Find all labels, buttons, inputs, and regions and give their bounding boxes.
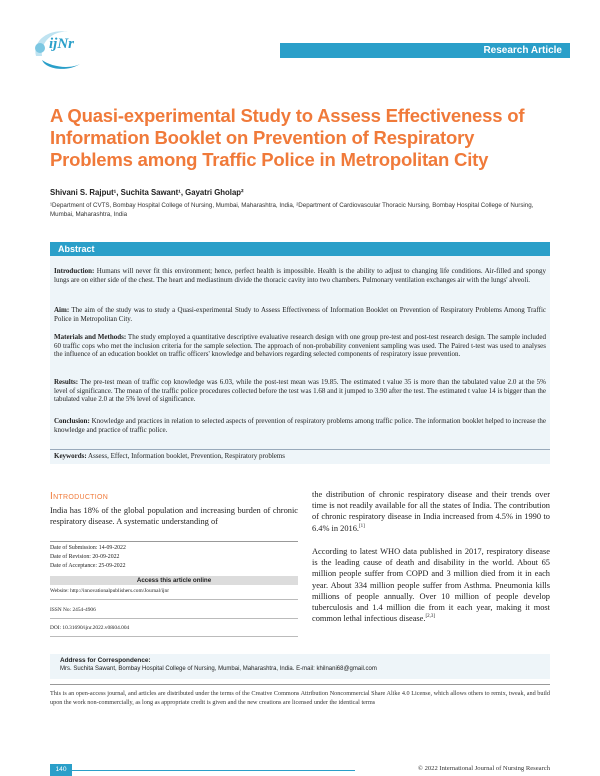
section-label: Conclusion: xyxy=(54,417,90,425)
abstract-results xyxy=(54,378,546,404)
logo-text: ijNr xyxy=(49,36,75,52)
article-title: A Quasi-experimental Study to Assess Effectiveness of Information Booklet on Prevention of Respiratory Problems among Traffic Police in Metropolitan City xyxy=(50,105,525,170)
footer-rule xyxy=(72,770,355,771)
introduction-text-left: India has 18% of the global population and increasing burden of chronic respiratory disease. A systematic understanding of xyxy=(50,506,298,527)
article-dates xyxy=(50,544,298,570)
article-type-banner xyxy=(280,43,570,58)
section-label: Results: xyxy=(54,378,79,386)
section-text: The pre-test mean of traffic cop knowledge was 6.03, while the post-test mean was 19.85. The estimated t value 35 is more than the tabulated value 2.0 at the 5% level of significance. The mean of the traffic police procedures collected before the test was 1.68 and it jumped to 3.90 after the test. The estimated t value 14 is bigger than the tabulated value 2.0 at the 5% level of significance. xyxy=(54,378,546,404)
section-text: The aim of the study was to study a Quasi-experimental Study to Assess Effectiveness of Information Booklet on Prevention of Respiratory Problems Among Traffic Police in Metropolitan City. xyxy=(54,306,546,323)
affiliations: ¹Department of CVTS, Bombay Hospital College of Nursing, Mumbai, Maharashtra, India, ²Department of Cardiovascular Thoracic Nursing, Bombay Hospital College of Nursing, Mumbai, Maharashtra, India xyxy=(50,202,534,218)
access-online-heading: Access this article online xyxy=(50,576,298,585)
abstract-heading: Abstract xyxy=(58,244,95,254)
citation-ref: [2,3] xyxy=(425,614,436,620)
section-label: Introduction: xyxy=(54,267,95,275)
keywords-label: Keywords: xyxy=(54,452,87,460)
paragraph-text: the distribution of chronic respiratory disease and their trends over time is not readily available for all the states of India. The contribution of chronic respiratory disease in India increased from 4.5% in 1990 to 6.4% in 2016. xyxy=(312,490,550,533)
article-type-label: Research Article xyxy=(483,45,562,56)
license-notice: This is an open-access journal, and articles are distributed under the terms of the Creative Commons Attribution Noncommercial Share Alike 4.0 License, which allows others to remix, tweak, and build upon the work non-commercially, as long as appropriate credit is given and the new creations are licensed under the identical terms xyxy=(50,690,550,707)
copyright: © 2022 International Journal of Nursing Research xyxy=(417,765,550,772)
introduction-text-right-p2 xyxy=(312,546,550,624)
section-text: Humans will never fit this environment; hence, perfect health is impossible. Health is the ability to adjust to changing life conditions. Air-filled and spongy lungs are on either side of the chest. The heart and mediastinum divide the thoracic cavity into two chambers. Pulmonary ventilation exchanges air with the lungs' alveoli. xyxy=(54,267,546,284)
keywords-divider xyxy=(50,449,550,450)
access-divider xyxy=(50,599,298,600)
abstract-introduction xyxy=(54,267,546,284)
author-list: Shivani S. Rajput¹, Suchita Sawant¹, Gayatri Gholap² xyxy=(50,188,244,197)
page-number: 140 xyxy=(50,764,72,776)
paragraph-text: According to latest WHO data published in 2017, respiratory disease is the leading cause of death and disability in the world. About 65 million people suffer from COPD and 3 million died from it in each year. About 334 million people suffer from Asthma. Pneumonia kills millions of people annually. Over 10 million of people develop tuberculosis and 1.4 million die from it each year, making it most common lethal infectious disease. xyxy=(312,547,550,624)
section-label: Materials and Methods: xyxy=(54,333,127,341)
introduction-heading: Introduction xyxy=(50,491,109,502)
dates-divider xyxy=(50,541,298,542)
keywords xyxy=(54,452,546,461)
citation-ref: [1] xyxy=(359,523,365,529)
access-doi[interactable]: DOI: 10.31690/ijnr.2022.v08i04.004 xyxy=(50,625,130,631)
correspondence-text: Mrs. Suchita Sawant, Bombay Hospital College of Nursing, Mumbai, Maharashtra, India. E-mail: khilnani68@gmail.com xyxy=(60,666,377,672)
section-label: Aim: xyxy=(54,306,70,314)
abstract-header xyxy=(50,242,550,256)
introduction-text-right-p1 xyxy=(312,489,550,534)
abstract-methods xyxy=(54,333,546,359)
date-submission: Date of Submission: 14-09-2022 xyxy=(50,545,126,551)
date-acceptance: Date of Acceptance: 25-09-2022 xyxy=(50,562,126,569)
abstract-conclusion xyxy=(54,417,546,434)
correspondence-heading: Address for Correspondence: xyxy=(60,657,151,664)
section-text: The study employed a quantitative descriptive evaluative research design with one group pre-test and post-test research design. The sample included 60 traffic cops who met the inclusion criteria for the sample selection. The approach of non-probability convenient sampling was used. The Paired t-test was used to analyses the influence of an education booklet on traffic officers' knowledge and behaviors regarding selected components of respiratory issue prevention. xyxy=(54,333,546,359)
license-divider xyxy=(50,684,550,685)
keywords-text: Assess, Effect, Information booklet, Prevention, Respiratory problems xyxy=(86,452,286,460)
access-website[interactable]: Website: http://innovationalpublishers.com/Journal/ijnr xyxy=(50,588,170,594)
abstract-aim xyxy=(54,306,546,323)
date-revision: Date of Revision: 20-09-2022 xyxy=(50,553,120,560)
access-issn: ISSN No: 2454-4906 xyxy=(50,607,96,613)
access-divider xyxy=(50,636,298,637)
section-text: Knowledge and practices in relation to selected aspects of prevention of respiratory problems among traffic police. The information booklet helped to increase the knowledge and practice of traffic police. xyxy=(54,417,546,434)
access-divider xyxy=(50,618,298,619)
